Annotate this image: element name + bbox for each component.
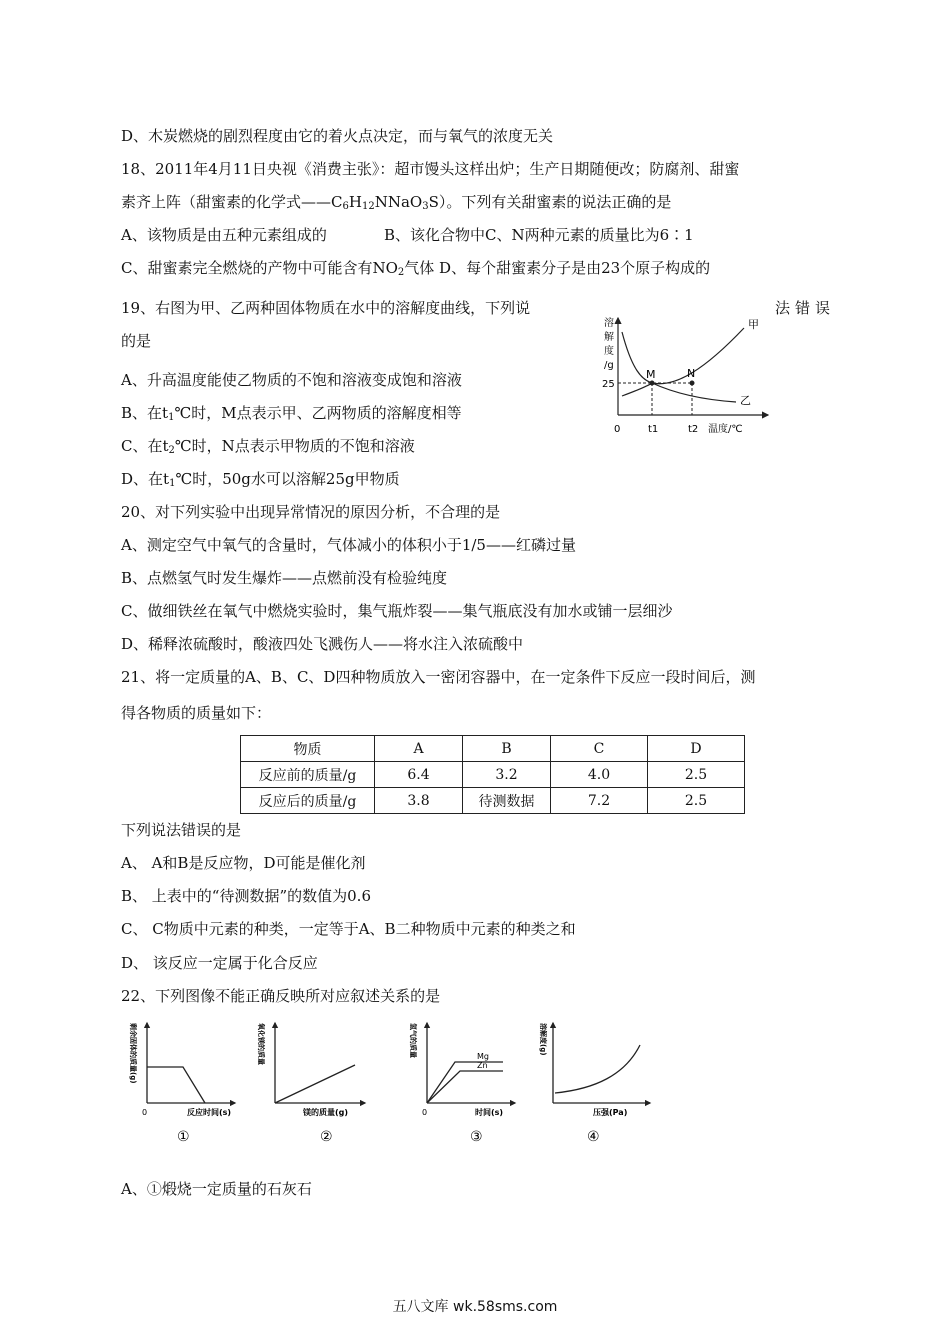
- question-22: 22、下列图像不能正确反映所对应叙述关系的是: [121, 987, 441, 1005]
- graph-4: [539, 1023, 650, 1145]
- y-label-char: 溶: [604, 318, 614, 329]
- graph-3-xlabel: 时间(s): [475, 1108, 504, 1117]
- q20-option-d: D、稀释浓硫酸时，酸液四处飞溅伤人——将水注入浓硫酸中: [121, 635, 524, 653]
- point-n: [690, 381, 695, 386]
- graph-1-line: [147, 1067, 205, 1103]
- footer-watermark: 五八文库 wk.58sms.com: [392, 1299, 558, 1315]
- table-row: [241, 788, 745, 814]
- graph-3-label-mg: Mg: [477, 1052, 489, 1061]
- graph-4-line: [555, 1045, 640, 1093]
- table-cell: 6.4: [375, 762, 463, 788]
- graph-4-caption: ④: [587, 1129, 600, 1145]
- graph-2-line: [275, 1065, 355, 1103]
- table-cell: B: [463, 736, 551, 762]
- q19-option-a: A、升高温度能使乙物质的不饱和溶液变成饱和溶液: [121, 371, 462, 389]
- series-yi-curve: [622, 383, 736, 402]
- table-cell: D: [648, 736, 745, 762]
- table-cell: 反应前的质量/g: [241, 762, 375, 788]
- question-19: 19、右图为甲、乙两种固体物质在水中的溶解度曲线，下列说: [121, 299, 531, 317]
- point-m: [650, 381, 655, 386]
- graph-3-origin: 0: [422, 1108, 428, 1117]
- table-cell: 3.2: [463, 762, 551, 788]
- graph-4-ylabel: 溶解度(g): [539, 1023, 547, 1056]
- graph-1-ylabel: 剩余固体的质量(g): [129, 1023, 137, 1084]
- table-cell: C: [551, 736, 648, 762]
- y-label-char: 度: [604, 346, 614, 357]
- question-18-line2: 素齐上阵（甜蜜素的化学式$——C_6H_{12}NNaO_3S$）。下列有关甜蜜素的说法正确的是: [121, 193, 672, 212]
- table-cell: 3.8: [375, 788, 463, 814]
- mass-table: [240, 735, 745, 814]
- option-d-q17: D、木炭燃烧的剧烈程度由它的着火点决定，而与氧气的浓度无关: [121, 127, 554, 145]
- q21-option-d: D、 该反应一定属于化合反应: [121, 954, 318, 972]
- question-21: 21、将一定质量的A、B、C、D四种物质放入一密闭容器中，在一定条件下反应一段时间后，测: [121, 668, 756, 686]
- graph-1-origin: 0: [142, 1108, 148, 1117]
- table-cell: 4.0: [551, 762, 648, 788]
- q22-graphs: [125, 1015, 665, 1155]
- q22-option-a: A、①煅烧一定质量的石灰石: [121, 1180, 312, 1198]
- series-jia-curve: [622, 328, 744, 384]
- graph-3-label-zn: Zn: [477, 1061, 488, 1070]
- point-label-n: N: [687, 367, 696, 380]
- question-19-line2: 的是: [121, 332, 152, 350]
- graph-2-xlabel: 镁的质量(g): [303, 1108, 349, 1117]
- graph-1-xlabel: 反应时间(s): [187, 1108, 232, 1117]
- question-21-line2: 得各物质的质量如下：: [121, 704, 272, 722]
- graph-1: [129, 1022, 235, 1145]
- series-label-yi: 乙: [740, 394, 751, 407]
- q21-option-a: A、 A和B是反应物，D可能是催化剂: [121, 854, 366, 872]
- graph-3-caption: ③: [470, 1129, 483, 1145]
- table-cell: 物质: [241, 736, 375, 762]
- question-21-prompt: 下列说法错误的是: [121, 821, 242, 839]
- q18-option-b: B、该化合物中C、N两种元素的质量比为6∶1: [384, 226, 694, 244]
- graph-3-ylabel: 氢气的质量: [409, 1023, 417, 1058]
- question-19-tail: 法错误: [775, 299, 836, 317]
- solubility-chart: [596, 310, 776, 440]
- q18-option-a: A、该物质是由五种元素组成的: [121, 226, 327, 244]
- table-cell: 2.5: [648, 762, 745, 788]
- graph-3-line-mg: [427, 1062, 503, 1103]
- q18-options-c-d: C、甜蜜素完全燃烧的产物中可能含有$NO_2$气体 D、每个甜蜜素分子是由23个原子构成的: [121, 259, 711, 278]
- graph-4-xlabel: 压强(Pa): [593, 1108, 628, 1117]
- table-cell: 2.5: [648, 788, 745, 814]
- graph-3: [409, 1023, 515, 1145]
- origin-label: 0: [614, 424, 621, 435]
- table-cell: 7.2: [551, 788, 648, 814]
- q20-option-c: C、做细铁丝在氧气中燃烧实验时，集气瓶炸裂——集气瓶底没有加水或铺一层细沙: [121, 602, 673, 620]
- question-20: 20、对下列实验中出现异常情况的原因分析，不合理的是: [121, 503, 501, 521]
- q21-option-c: C、 C物质中元素的种类，一定等于A、B二种物质中元素的种类之和: [121, 920, 576, 938]
- q20-option-b: B、点燃氢气时发生爆炸——点燃前没有检验纯度: [121, 569, 448, 587]
- y-label-char: /g: [604, 360, 614, 371]
- graph-2-ylabel: 氧化镁的质量: [257, 1023, 265, 1065]
- question-18: 18、2011年4月11日央视《消费主张》：超市馒头这样出炉；生产日期随便改；防腐剂、甜蜜: [121, 160, 740, 178]
- q19-option-c: C、在$t_2℃$时，N点表示甲物质的不饱和溶液: [121, 437, 415, 456]
- x-axis-label: 温度/℃: [708, 424, 743, 435]
- q19-option-b: B、在$t_1℃$时，M点表示甲、乙两物质的溶解度相等: [121, 404, 462, 423]
- y-label-char: 解: [604, 332, 614, 343]
- table-cell: 待测数据: [463, 788, 551, 814]
- x-tick-label: t2: [688, 424, 699, 435]
- y-tick-label: 25: [602, 379, 615, 390]
- table-cell: 反应后的质量/g: [241, 788, 375, 814]
- q19-option-d: D、在$t_1℃$时，50g水可以溶解25g甲物质: [121, 470, 400, 489]
- table-cell: A: [375, 736, 463, 762]
- graph-2: [257, 1023, 365, 1145]
- graph-2-caption: ②: [320, 1129, 333, 1145]
- q21-option-b: B、 上表中的“待测数据”的数值为0.6: [121, 887, 371, 905]
- series-label-jia: 甲: [748, 318, 759, 331]
- table-header-row: [241, 736, 745, 762]
- point-label-m: M: [646, 368, 656, 381]
- q20-option-a: A、测定空气中氧气的含量时，气体减小的体积小于1/5——红磷过量: [121, 536, 576, 554]
- x-tick-label: t1: [648, 424, 659, 435]
- graph-1-caption: ①: [177, 1129, 190, 1145]
- table-row: [241, 762, 745, 788]
